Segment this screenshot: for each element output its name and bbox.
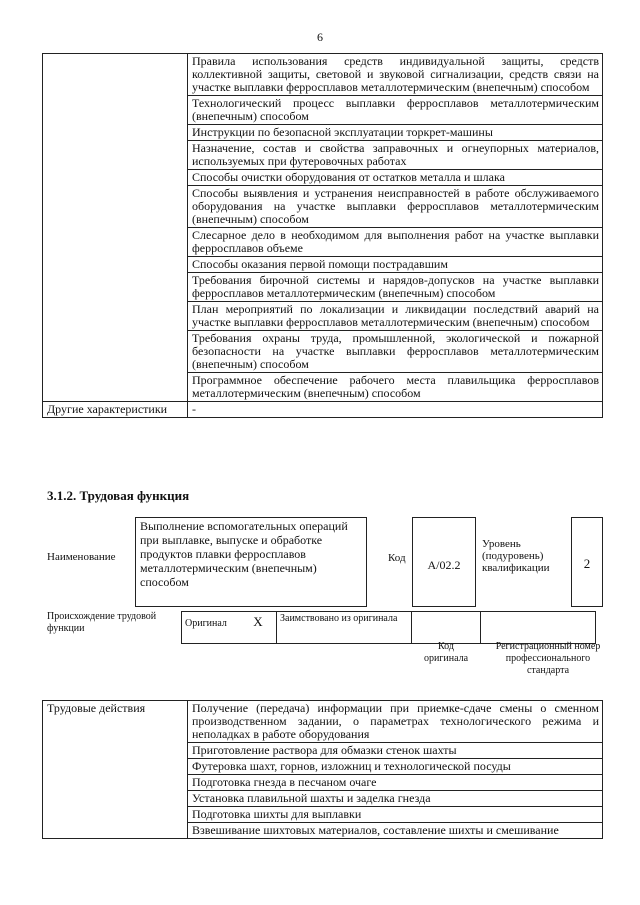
table-cell: Требования охраны труда, промышленной, экологической и пожарной безопасности на участке выплавки ферросплавов металлотермическим (внепечным) способом	[188, 331, 603, 373]
table-cell: Подготовка шихты для выплавки	[188, 807, 603, 823]
table-cell: Взвешивание шихтовых материалов, составление шихты и смешивание	[188, 823, 603, 839]
table-cell: Назначение, состав и свойства заправочных и огнеупорных материалов, используемых при футеровочных работах	[188, 141, 603, 170]
name-value: Выполнение вспомогательных операций при выплавке, выпуске и обработке продуктов плавки ферросплавов металлотермическим (внепечным) способом	[135, 517, 367, 607]
code-label: Код	[388, 552, 406, 564]
table-cell: Приготовление раствора для обмазки стенок шахты	[188, 743, 603, 759]
table-row	[43, 402, 603, 418]
table-cell: Способы оказания первой помощи пострадавшим	[188, 257, 603, 273]
table-cell: Подготовка гнезда в песчаном очаге	[188, 775, 603, 791]
labor-actions-table	[42, 700, 603, 839]
table-row	[43, 701, 603, 743]
borrowed-label: Заимствовано из оригинала	[277, 612, 412, 644]
table-cell: Слесарное дело в необходимом для выполнения работ на участке выплавки ферросплавов объеме	[188, 228, 603, 257]
original-mark: X	[240, 612, 277, 644]
reg-number-cell	[481, 612, 596, 644]
original-label: Оригинал	[182, 612, 241, 644]
table-cell: Инструкции по безопасной эксплуатации торкрет-машины	[188, 125, 603, 141]
table-row	[43, 54, 603, 96]
table-cell: Программное обеспечение рабочего места плавильщика ферросплавов металлотермическим (внепечным) способом	[188, 373, 603, 402]
table-cell: Футеровка шахт, горнов, изложниц и технологической посуды	[188, 759, 603, 775]
table-cell: Правила использования средств индивидуальной защиты, средств коллективной защиты, световой и звуковой сигнализации, средств связи на участке выплавки ферросплавов металлотермическим (внепечным) способом	[188, 54, 603, 96]
table-cell: Требования бирочной системы и нарядов-допусков на участке выплавки ферросплавов металлотермическим (внепечным) способом	[188, 273, 603, 302]
empty-label-cell	[43, 54, 188, 402]
table-cell: Технологический процесс выплавки ферросплавов металлотермическим (внепечным) способом	[188, 96, 603, 125]
reg-number-caption: Регистрационный номер профессионального стандарта	[495, 641, 601, 676]
page-number: 6	[317, 30, 323, 44]
other-characteristics-value: -	[188, 402, 603, 418]
level-value: 2	[571, 517, 603, 607]
other-characteristics-label: Другие характеристики	[43, 402, 188, 418]
code-value: A/02.2	[412, 517, 476, 607]
table-cell: Способы выявления и устранения неисправностей в работе обслуживаемого оборудования на участке выплавки ферросплавов металлотермическим (внепечным) способом	[188, 186, 603, 228]
table-cell: Получение (передача) информации при приемке-сдаче смены о сменном производственном задании, о параметрах технологического режима и неполадках в работе оборудования	[188, 701, 603, 743]
origin-code-caption: Код оригинала	[423, 641, 469, 664]
section-title: 3.1.2. Трудовая функция	[47, 488, 190, 503]
level-label: Уровень (подуровень) квалификации	[482, 538, 550, 574]
table-cell: Способы очистки оборудования от остатков металла и шлака	[188, 170, 603, 186]
table-cell: План мероприятий по локализации и ликвидации последствий аварий на участке выплавки ферросплавов металлотермическим (внепечным) способом	[188, 302, 603, 331]
table-cell: Установка плавильной шахты и заделка гнезда	[188, 791, 603, 807]
origin-table	[181, 611, 596, 644]
knowledge-table	[42, 53, 603, 418]
table-row	[182, 612, 596, 644]
origin-label: Происхождение трудовой функции	[47, 611, 157, 634]
origin-code-cell	[412, 612, 481, 644]
labor-actions-label: Трудовые действия	[43, 701, 188, 839]
name-label: Наименование	[47, 551, 116, 563]
